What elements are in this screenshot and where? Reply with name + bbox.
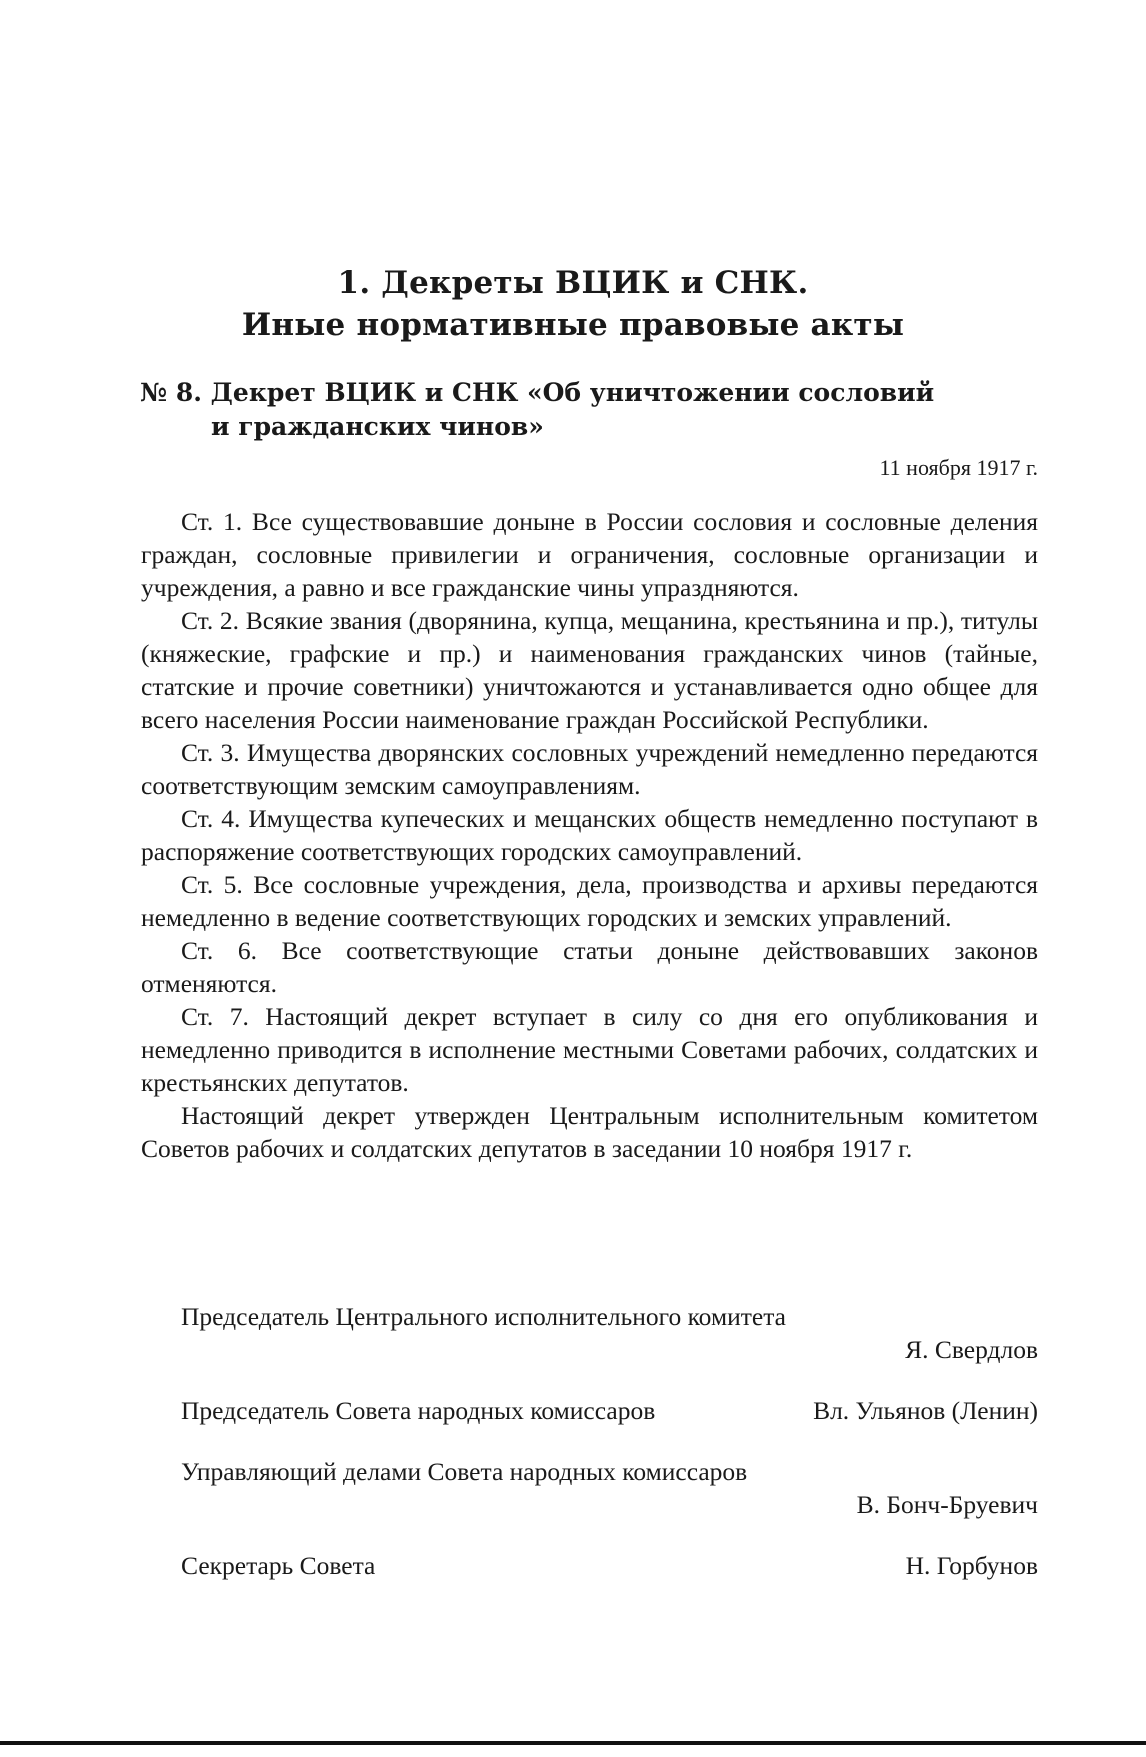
section-title [0,262,1146,346]
signature-position: Председатель Центрального исполнительного комитета [181,1302,786,1331]
decree-title [140,376,1020,444]
section-title-line1: 1. Декреты ВЦИК и СНК. [337,265,809,301]
approval-note: Настоящий декрет утвержден Центральным исполнительным комитетом Советов рабочих и солдатских депутатов в заседании 10 ноября 1917 г. [141,1101,1038,1163]
article-4: Ст. 4. Имущества купеческих и мещанских обществ немедленно поступают в распоряжение соответствующих городских самоуправлений. [141,804,1038,866]
article-5: Ст. 5. Все сословные учреждения, дела, производства и архивы передаются немедленно в ведение соответствующих городских и земских управлений. [141,870,1038,932]
decree-body [141,505,1038,1165]
signature-name: Вл. Ульянов (Ленин) [813,1396,1038,1425]
signature-name: В. Бонч-Бруевич [856,1490,1038,1519]
page-bottom-rule [0,1741,1146,1745]
article-7: Ст. 7. Настоящий декрет вступает в силу со дня его опубликования и немедленно приводится в исполнение местными Советами рабочих, солдатских и крестьянских депутатов. [141,1002,1038,1097]
signature-position: Управляющий делами Совета народных комиссаров [181,1457,748,1486]
section-title-line2: Иные нормативные правовые акты [241,307,905,343]
signature-bonch-bruevich [181,1455,1038,1521]
article-3: Ст. 3. Имущества дворянских сословных учреждений немедленно передаются соответствующим земским самоуправлениям. [141,738,1038,800]
article-1: Ст. 1. Все существовавшие доныне в России сословия и сословные деления граждан, сословные привилегии и ограничения, сословные организации и учреждения, а равно и все гражданские чины упраздняются. [141,507,1038,602]
signature-position: Председатель Совета народных комиссаров [181,1396,656,1425]
article-2: Ст. 2. Всякие звания (дворянина, купца, мещанина, крестьянина и пр.), титулы (княжеские, графские и пр.) и наименования гражданских чинов (тайные, статские и прочие советники) уничтожаются и устанавливается одно общее для всего населения России наименование граждан Российской Республики. [141,606,1038,734]
decree-title-line1: № 8. Декрет ВЦИК и СНК «Об уничтожении сословий [140,378,935,407]
signature-name: Н. Горбунов [905,1551,1038,1580]
signature-gorbunov [181,1549,1038,1582]
signature-position: Секретарь Совета [181,1551,376,1580]
signature-sverdlov [181,1300,1038,1366]
article-6: Ст. 6. Все соответствующие статьи доныне действовавших законов отменяются. [141,936,1038,998]
signatures [181,1300,1038,1582]
decree-title-line2: и гражданских чинов» [211,412,544,441]
signature-lenin [181,1394,1038,1427]
signature-name: Я. Свердлов [905,1335,1038,1364]
decree-date: 11 ноября 1917 г. [879,455,1038,480]
